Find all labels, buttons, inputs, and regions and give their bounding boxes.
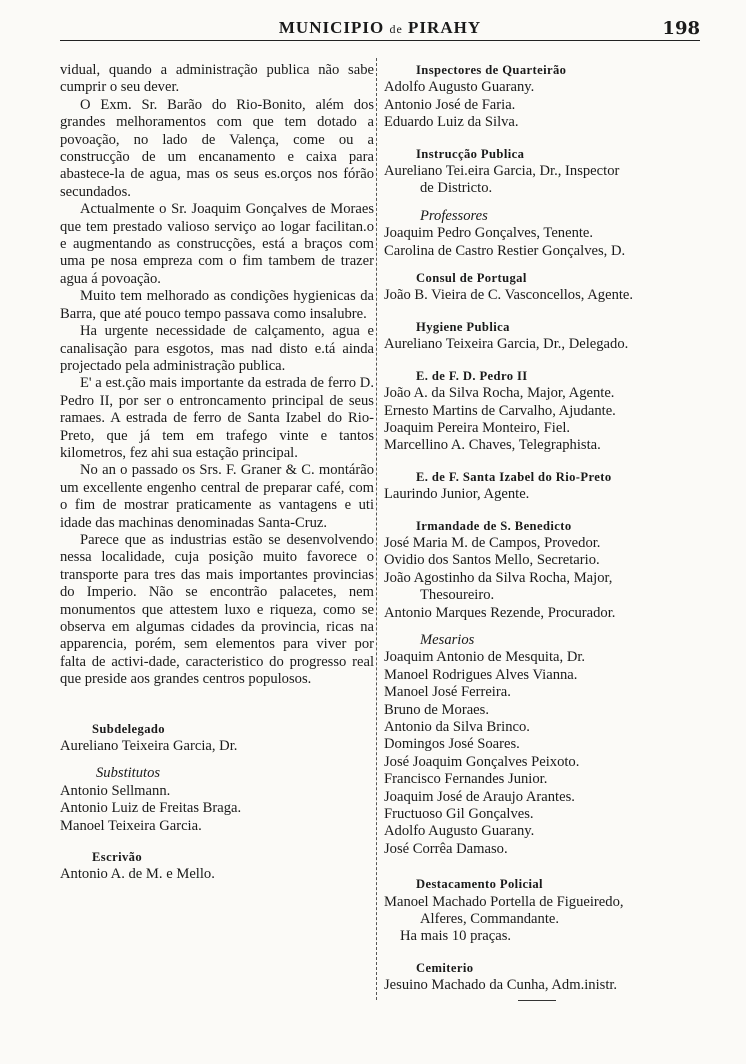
list-item: José Maria M. de Campos, Provedor. — [384, 534, 601, 551]
paragraph: Muito tem melhorado as condições hygienicas da Barra, que até pouco tempo passava como insalubre. — [60, 288, 374, 322]
section-heading-subdelegado: Subdelegado — [92, 721, 165, 736]
page-header — [60, 18, 700, 41]
column-divider — [376, 58, 377, 1000]
list-item: Adolfo Augusto Guarany. — [384, 79, 535, 96]
list-item-continuation: Thesoureiro. — [420, 587, 495, 604]
list-item-continuation: de Districto. — [420, 180, 493, 197]
paragraph: vidual, quando a administração publica não sabe cumprir o seu dever. — [60, 62, 374, 96]
paragraph: O Exm. Sr. Barão do Rio-Bonito, além dos grandes melhoramentos com que tem dotado a povoação, no lado de Valença, come ou a construcção de um encanamento e caixa para abastece-la de agua, mas os seus es.orços nos fórão secundados. — [60, 96, 374, 200]
list-item: Marcellino A. Chaves, Telegraphista. — [384, 437, 601, 454]
section-heading-cemiterio: Cemiterio — [416, 960, 474, 975]
paragraph: No an o passado os Srs. F. Graner & C. montárão um excellente engenho central de preparar café, com o fim de mostrar praticamente as vantagens e uti idade das machinas denominadas Santa-Cruz. — [60, 462, 374, 531]
section-heading-instruccao: Instrucção Publica — [416, 146, 525, 161]
list-item: Laurindo Junior, Agente. — [384, 486, 530, 503]
list-item: José Corrêa Damaso. — [384, 840, 508, 857]
list-item: Antonio José de Faria. — [384, 96, 516, 113]
title-place: PIRAHY — [408, 18, 482, 37]
section-heading-inspectores: Inspectores de Quarteirão — [416, 63, 567, 77]
list-item: Antonio da Silva Brinco. — [384, 719, 530, 735]
list-item: Eduardo Luiz da Silva. — [384, 114, 519, 131]
list-item-continuation: Alferes, Commandante. — [420, 911, 560, 928]
section-heading-destacamento: Destacamento Policial — [416, 877, 543, 892]
list-item: Antonio A. de M. e Mello. — [60, 866, 215, 883]
section-heading-consul: Consul de Portugal — [416, 271, 527, 286]
list-item: Joaquim Pereira Monteiro, Fiel. — [384, 419, 571, 436]
list-item: Antonio Marques Rezende, Procurador. — [384, 604, 616, 621]
list-item: Fructuoso Gil Gonçalves. — [384, 806, 534, 823]
list-item: Joaquim Antonio de Mesquita, Dr. — [384, 649, 586, 666]
paragraph: Ha urgente necessidade de calçamento, agua e canalisação para esgotos, mas nad disto e.tá ainda projectado pela administração publica. — [60, 323, 374, 374]
list-item: Joaquim Pedro Gonçalves, Tenente. — [384, 225, 594, 242]
list-item: Aureliano Teixeira Garcia, Dr. — [60, 738, 238, 755]
list-item: Domingos José Soares. — [384, 736, 520, 753]
list-item: João Agostinho da Silva Rocha, Major, — [384, 569, 613, 586]
end-rule — [518, 1000, 556, 1001]
list-item: João A. da Silva Rocha, Major, Agente. — [384, 385, 615, 402]
list-item: Carolina de Castro Restier Gonçalves, D. — [384, 242, 626, 259]
list-item: Manoel Teixeira Garcia. — [60, 817, 202, 834]
list-item: Jesuino Machado da Cunha, Adm.inistr. — [384, 977, 618, 994]
list-item: Bruno de Moraes. — [384, 701, 489, 718]
list-item: Aureliano Tei.eira Garcia, Dr., Inspector — [384, 163, 620, 180]
title-main: MUNICIPIO — [278, 18, 385, 37]
list-item: Francisco Fernandes Junior. — [384, 771, 548, 788]
list-item: Ovidio dos Santos Mello, Secretario. — [384, 552, 600, 569]
list-item: Manoel Rodrigues Alves Vianna. — [384, 666, 578, 683]
section-heading-irmandade: Irmandade de S. Benedicto — [416, 518, 572, 533]
section-heading-ef-santa-izabel: E. de F. Santa Izabel do Rio-Preto — [416, 469, 612, 484]
list-item: Manoel José Ferreira. — [384, 684, 511, 701]
section-heading-ef-dom-pedro: E. de F. D. Pedro II — [416, 368, 528, 383]
left-column — [60, 62, 374, 884]
list-item: Aureliano Teixeira Garcia, Dr., Delegado. — [384, 336, 629, 353]
list-item: Adolfo Augusto Guarany. — [384, 823, 535, 840]
running-title — [60, 18, 700, 38]
list-item: Ernesto Martins de Carvalho, Ajudante. — [384, 402, 616, 419]
subheading-substitutos: Substitutos — [96, 765, 161, 782]
list-item: Ha mais 10 praças. — [400, 928, 512, 945]
list-item: Manoel Machado Portella de Figueiredo, — [384, 893, 624, 910]
list-item: José Joaquim Gonçalves Peixoto. — [384, 753, 580, 770]
paragraph: Parece que as industrias estão se desenvolvendo nessa localidade, cuja posição muito favorece o transporte para tres das mais importantes provincias do Imperio. Não se encontrão palacetes, nem monumentos que attestem luxo e riqueza, como se observa em algumas cidades da provincia, ricas na apparencia, porém, sem elementos para viver por falta de activi-dade, caracteristico do progresso real que preside aos grandes centros populosos. — [60, 531, 374, 688]
body-text — [60, 62, 374, 689]
paragraph: Actualmente o Sr. Joaquim Gonçalves de Moraes que tem prestado valioso serviço ao logar facilitan.o e augmentando as construcções, está a braços com uma pe nosa empreza com o fim tambem de trazer agua á povoação. — [60, 201, 374, 287]
list-item: Joaquim José de Araujo Arantes. — [384, 788, 575, 805]
list-item: Antonio Sellmann. — [60, 782, 171, 799]
subheading-professores: Professores — [420, 207, 488, 224]
list-item: João B. Vieira de C. Vasconcellos, Agente. — [384, 287, 634, 304]
section-heading-escrivao: Escrivão — [92, 850, 143, 865]
right-column — [384, 62, 724, 995]
title-de: de — [389, 22, 403, 36]
subheading-mesarios: Mesarios — [420, 631, 475, 648]
section-heading-hygiene: Hygiene Publica — [416, 319, 510, 334]
list-item: Antonio Luiz de Freitas Braga. — [60, 800, 242, 817]
paragraph: E' a est.ção mais importante da estrada de ferro D. Pedro II, por ser o entroncamento principal de seus ramaes. A estrada de ferro de Santa Izabel do Rio-Preto, que já tem em trafego vinte e tantos kilometros, fez ahi sua estação principal. — [60, 375, 374, 461]
page-number: 198 — [662, 18, 700, 39]
